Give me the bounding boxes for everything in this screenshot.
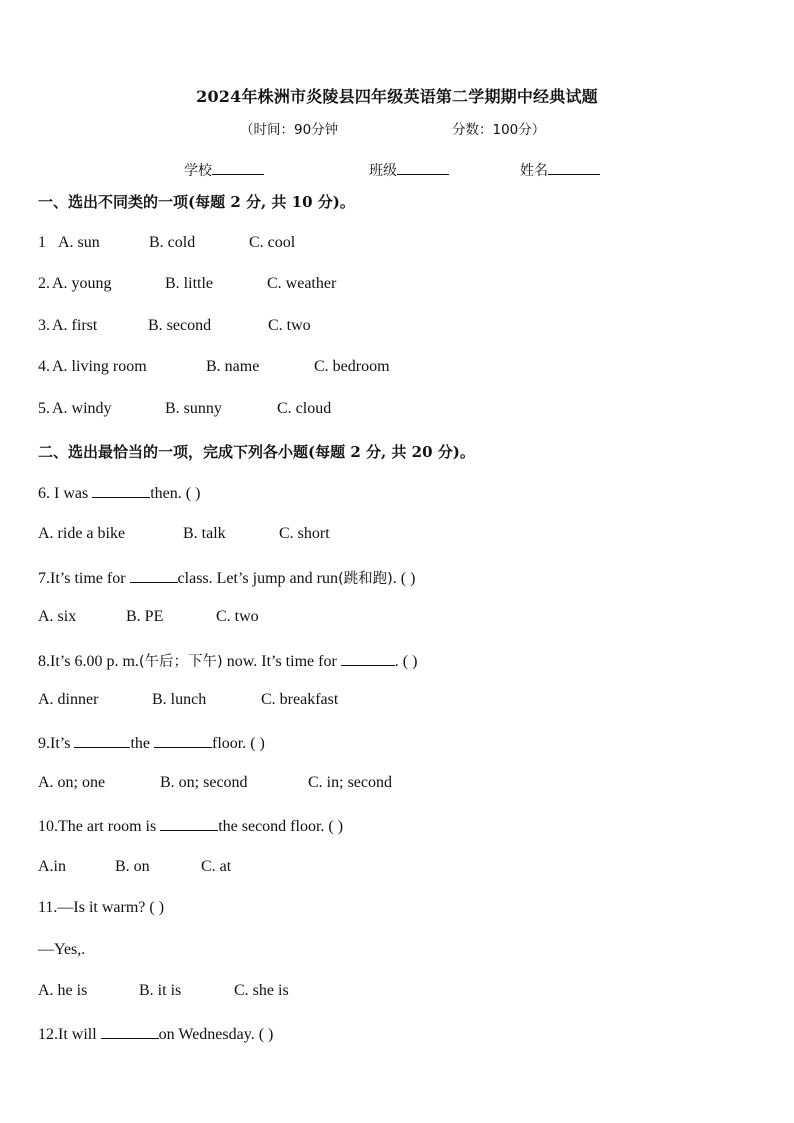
option-b[interactable]: B. sunny bbox=[165, 400, 222, 417]
answer-blank[interactable] bbox=[160, 816, 218, 831]
option-c[interactable]: C. weather bbox=[267, 275, 337, 292]
question-11-dialogue: —Yes,. bbox=[38, 941, 86, 958]
option-b[interactable]: B. it is bbox=[139, 982, 182, 999]
question-text-end: floor. ( ) bbox=[212, 735, 265, 752]
question-8 bbox=[38, 650, 417, 671]
question-text-mid: class. Let’s jump and run bbox=[177, 570, 338, 587]
school-label: 学校 bbox=[184, 163, 212, 179]
option-c[interactable]: C. cloud bbox=[277, 400, 332, 417]
question-text: 9.It’s bbox=[38, 735, 75, 752]
question-10 bbox=[38, 816, 343, 836]
question-text-end: the second floor. ( ) bbox=[218, 818, 344, 835]
school-blank[interactable] bbox=[212, 160, 264, 175]
option-c[interactable]: C. she is bbox=[234, 982, 289, 999]
option-c[interactable]: C. bedroom bbox=[314, 358, 390, 375]
option-b[interactable]: B. lunch bbox=[152, 691, 207, 708]
question-text: 10.The art room is bbox=[38, 818, 161, 835]
option-b[interactable]: B. little bbox=[165, 275, 213, 292]
chinese-gloss: (跳和跑) bbox=[337, 571, 393, 587]
class-label: 班级 bbox=[369, 163, 397, 179]
question-9 bbox=[38, 733, 265, 753]
option-a[interactable]: A. sun bbox=[58, 234, 100, 251]
question-text: 6. I was bbox=[38, 485, 93, 502]
option-b[interactable]: B. talk bbox=[183, 525, 226, 542]
option-a[interactable]: A.in bbox=[38, 858, 66, 875]
class-blank[interactable] bbox=[397, 160, 449, 175]
score-info: 分数：100分） bbox=[452, 122, 546, 138]
question-6 bbox=[38, 483, 200, 503]
question-text-end: on Wednesday. ( ) bbox=[158, 1026, 274, 1043]
option-b[interactable]: B. PE bbox=[126, 608, 164, 625]
time-info: （时间：90分钟 bbox=[240, 122, 339, 138]
answer-blank[interactable] bbox=[92, 483, 150, 498]
option-c[interactable]: C. breakfast bbox=[261, 691, 339, 708]
question-number: 4. bbox=[38, 358, 50, 375]
chinese-gloss: (午后；下午) bbox=[138, 654, 223, 670]
section-1-heading: 一、选出不同类的一项(每题 2 分, 共 10 分)。 bbox=[38, 193, 355, 211]
answer-blank[interactable] bbox=[130, 568, 178, 583]
option-a[interactable]: A. on; one bbox=[38, 774, 106, 791]
question-text-end: . ( ) bbox=[394, 653, 418, 670]
question-12 bbox=[38, 1024, 273, 1044]
option-c[interactable]: C. two bbox=[216, 608, 259, 625]
option-b[interactable]: B. name bbox=[206, 358, 260, 375]
question-number: 2. bbox=[38, 275, 50, 292]
question-text: 8.It’s 6.00 p. m. bbox=[38, 653, 139, 670]
question-text: 12.It will bbox=[38, 1026, 101, 1043]
class-field[interactable] bbox=[369, 160, 449, 180]
option-b[interactable]: B. on; second bbox=[160, 774, 248, 791]
option-c[interactable]: C. cool bbox=[249, 234, 296, 251]
option-c[interactable]: C. at bbox=[201, 858, 232, 875]
name-label: 姓名 bbox=[520, 163, 548, 179]
question-11: 11.—Is it warm? ( ) bbox=[38, 899, 165, 916]
section-2-heading: 二、选出最恰当的一项，完成下列各小题(每题 2 分, 共 20 分)。 bbox=[38, 443, 475, 461]
question-number: 3. bbox=[38, 317, 50, 334]
answer-blank[interactable] bbox=[341, 651, 395, 666]
question-text-end: then. ( ) bbox=[150, 485, 201, 502]
option-a[interactable]: A. young bbox=[52, 275, 112, 292]
option-a[interactable]: A. he is bbox=[38, 982, 88, 999]
question-text: 7.It’s time for bbox=[38, 570, 130, 587]
exam-title: 2024年株洲市炎陵县四年级英语第二学期期中经典试题 bbox=[196, 87, 598, 106]
school-field[interactable] bbox=[184, 160, 264, 180]
answer-blank-1[interactable] bbox=[74, 733, 130, 748]
option-a[interactable]: A. first bbox=[52, 317, 98, 334]
question-number: 1 bbox=[38, 234, 46, 251]
option-c[interactable]: C. two bbox=[268, 317, 311, 334]
question-7 bbox=[38, 567, 415, 588]
answer-blank-2[interactable] bbox=[154, 733, 212, 748]
option-b[interactable]: B. second bbox=[148, 317, 212, 334]
option-c[interactable]: C. short bbox=[279, 525, 330, 542]
question-text-mid: the bbox=[130, 735, 154, 752]
name-field[interactable] bbox=[520, 160, 600, 180]
option-a[interactable]: A. six bbox=[38, 608, 77, 625]
name-blank[interactable] bbox=[548, 160, 600, 175]
option-b[interactable]: B. cold bbox=[149, 234, 196, 251]
question-number: 5. bbox=[38, 400, 50, 417]
option-c[interactable]: C. in; second bbox=[308, 774, 392, 791]
option-a[interactable]: A. living room bbox=[52, 358, 147, 375]
question-text-mid: now. It’s time for bbox=[222, 653, 341, 670]
option-a[interactable]: A. dinner bbox=[38, 691, 99, 708]
option-a[interactable]: A. ride a bike bbox=[38, 525, 126, 542]
question-text-end: . ( ) bbox=[392, 570, 416, 587]
option-a[interactable]: A. windy bbox=[52, 400, 112, 417]
answer-blank[interactable] bbox=[101, 1024, 159, 1039]
option-b[interactable]: B. on bbox=[115, 858, 150, 875]
